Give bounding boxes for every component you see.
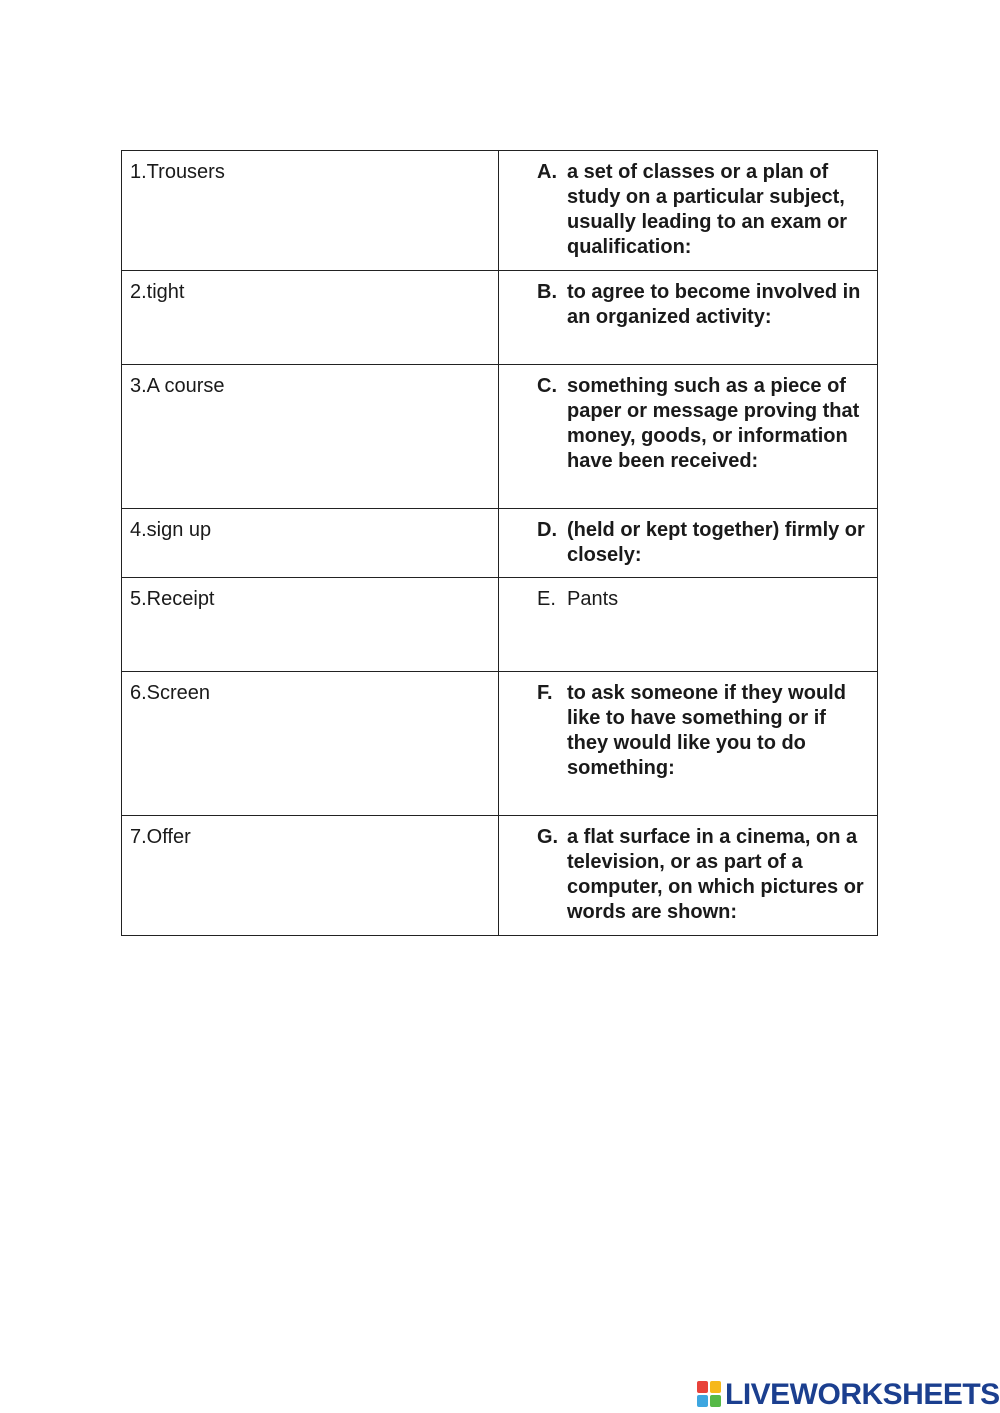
table-row — [122, 578, 878, 672]
definition-item — [537, 280, 869, 330]
definition-letter: E. — [537, 588, 556, 610]
definition-item — [537, 681, 869, 781]
liveworksheets-branding — [697, 1378, 1000, 1412]
matching-table — [121, 150, 878, 936]
definition-text: (held or kept together) firmly or closely: — [567, 519, 865, 566]
definition-item — [537, 374, 869, 474]
table-row — [122, 816, 878, 936]
word-cell: 4.sign up — [122, 509, 499, 578]
definition-letter: G. — [537, 826, 559, 848]
table-row — [122, 672, 878, 816]
liveworksheets-wordmark: LIVEWORKSHEETS — [725, 1378, 1000, 1411]
definition-letter: A. — [537, 161, 557, 183]
definition-text: to ask someone if they would like to have something or if they would like you to do something: — [567, 682, 846, 779]
table-row — [122, 271, 878, 365]
definition-item — [537, 160, 869, 260]
definition-text: Pants — [567, 588, 619, 610]
definition-text: a flat surface in a cinema, on a television, or as part of a computer, on which pictures or words are shown: — [567, 826, 864, 923]
definition-item — [537, 518, 869, 568]
definition-cell — [499, 365, 878, 509]
definition-item — [537, 587, 869, 612]
word-cell: 1.Trousers — [122, 151, 499, 271]
definition-letter: F. — [537, 682, 553, 704]
word-cell: 3.A course — [122, 365, 499, 509]
definition-item — [537, 825, 869, 925]
definition-cell — [499, 151, 878, 271]
table-row — [122, 509, 878, 578]
word-cell: 5.Receipt — [122, 578, 499, 672]
word-cell: 7.Offer — [122, 816, 499, 936]
definition-letter: B. — [537, 281, 557, 303]
definition-cell — [499, 672, 878, 816]
word-cell: 2.tight — [122, 271, 499, 365]
definition-text: a set of classes or a plan of study on a particular subject, usually leading to an exam or qualification: — [567, 161, 848, 258]
table-row — [122, 365, 878, 509]
definition-text: something such as a piece of paper or message proving that money, goods, or information have been received: — [567, 375, 860, 472]
definition-letter: D. — [537, 519, 557, 541]
definition-letter: C. — [537, 375, 557, 397]
definition-cell — [499, 816, 878, 936]
definition-cell — [499, 578, 878, 672]
definition-cell — [499, 509, 878, 578]
word-cell: 6.Screen — [122, 672, 499, 816]
liveworksheets-logo-icon — [697, 1381, 723, 1409]
table-row — [122, 151, 878, 271]
definition-text: to agree to become involved in an organized activity: — [567, 281, 861, 328]
definition-cell — [499, 271, 878, 365]
